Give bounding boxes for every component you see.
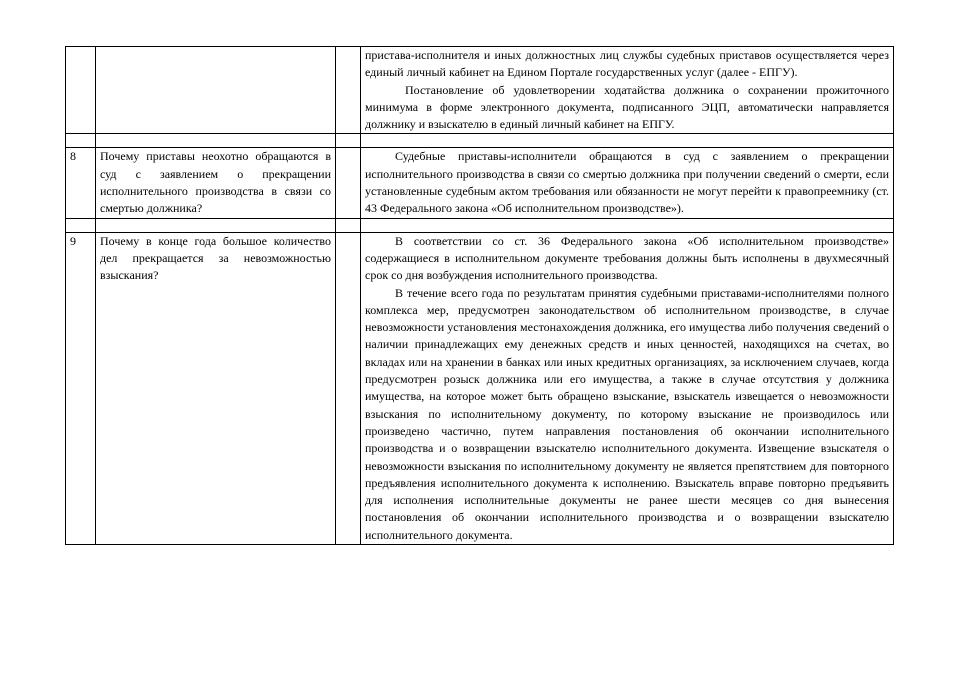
question-cell: [96, 232, 336, 544]
spacer-row: [66, 218, 894, 232]
spacer-cell: [96, 218, 336, 232]
answer-paragraph: пристава-исполнителя и иных должностных лиц службы судебных приставов осуществляется через единый личный кабинет на Едином Портале государственных услуг (далее - ЕПГУ).: [365, 48, 889, 80]
faq-table: [65, 46, 894, 545]
empty-cell: [336, 232, 361, 544]
answer-paragraph: Постановление об удовлетворении ходатайства должника о сохранении прожиточного минимума в форме электронного документа, подписанного ЭЦП, автоматически направляется должнику и взыскателю в единый личный кабинет на ЕПГУ.: [365, 82, 889, 132]
spacer-row: [66, 134, 894, 148]
spacer-cell: [66, 134, 96, 148]
question-cell: [96, 148, 336, 218]
answer-cell: [361, 47, 894, 134]
spacer-cell: [361, 218, 894, 232]
answer-paragraph: Судебные приставы-исполнители обращаются в суд с заявлением о прекращении исполнительного производства в связи со смертью должника при получении сведений о смерти, если установленные судебным актом требования или обязанности не могут перейти к правопреемнику (ст. 43 Федерального закона «Об исполнительном производстве»).: [365, 149, 889, 216]
question-text: Почему приставы неохотно обращаются в суд с заявлением о прекращении исполнительного производства в связи со смертью должника?: [100, 149, 331, 216]
table-row: [66, 148, 894, 218]
empty-cell: [336, 148, 361, 218]
spacer-cell: [336, 218, 361, 232]
spacer-cell: [66, 218, 96, 232]
answer-cell: [361, 148, 894, 218]
answer-cell: [361, 232, 894, 544]
row-number: 9: [66, 232, 96, 544]
table-row: [66, 232, 894, 544]
question-text: Почему в конце года большое количество дел прекращается за невозможностью взыскания?: [100, 233, 331, 283]
row-number: [66, 47, 96, 134]
question-cell: [96, 47, 336, 134]
answer-paragraph: В течение всего года по результатам принятия судебными приставами-исполнителями полного комплекса мер, предусмотрен законодательством об исполнительном производстве, в случае невозможности установления местонахождения должника, его имущества либо получения сведений о наличии принадлежащих ему денежных средств и иных ценностей, находящихся на счетах, во вкладах или на хранении в банках или иных кредитных организациях, за исключением случаев, когда предусмотрен розыск должника или его имущества, а также в случае отсутствия у должника имущества, на которое может быть обращено взыскание, взыскатель извещается о невозможности взыскания по исполнительному документу, по которому взыскание не производилось или произведено частично, путем направления постановления об окончании исполнительного производства и о возвращении взыскателю исполнительного документа. Извещение взыскателя о невозможности взыскания по исполнительному документу не является препятствием для повторного предъявления исполнительного документа к исполнению. Взыскатель вправе повторно предъявить для исполнения исполнительные документы не ранее шести месяцев со дня вынесения постановления об окончании исполнительного производства и о возвращении взыскателю исполнительного документа.: [365, 285, 889, 542]
spacer-cell: [336, 134, 361, 148]
empty-cell: [336, 47, 361, 134]
table-row: [66, 47, 894, 134]
spacer-cell: [361, 134, 894, 148]
row-number: 8: [66, 148, 96, 218]
answer-paragraph: В соответствии со ст. 36 Федерального закона «Об исполнительном производстве» содержащиеся в исполнительном документе требования должны быть исполнены в двухмесячный срок со дня возбуждения исполнительного производства.: [365, 233, 889, 283]
spacer-cell: [96, 134, 336, 148]
